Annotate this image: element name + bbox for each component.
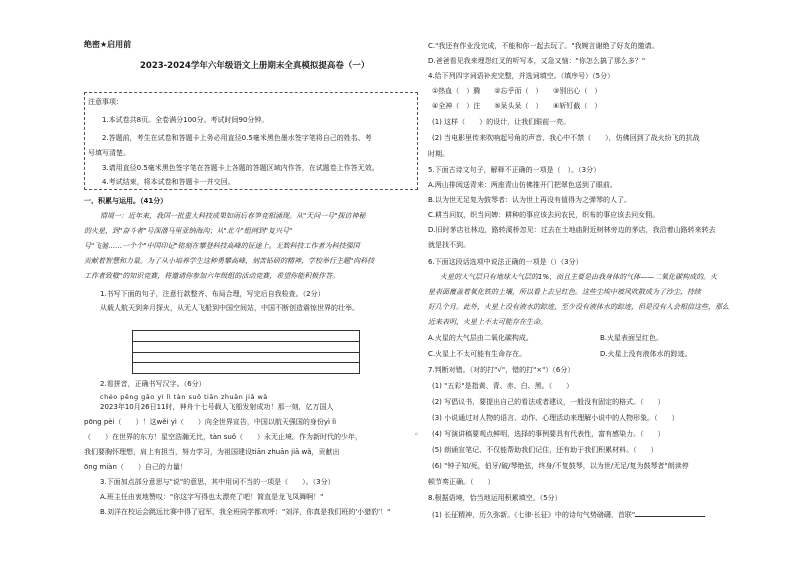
- q1-sentence: 从载人航天到奔月探火，从无人飞船到中国空间站，中国不断创造震惊世界的壮举。: [100, 304, 359, 312]
- q4-fill: (2) 当电影里传来吹响起号角的声音，我心中不禁（ ），仿佛回到了战火纷飞的抗战: [432, 134, 700, 142]
- q4-row: ①热血（ ）腾 ②忘乎而（ ） ③别出心（ ）: [432, 87, 602, 95]
- question-1: 1.书写下面的句子，注意行款整齐、布局合理，写完后自我检查。（2分）: [100, 290, 325, 298]
- notice-heading: 注意事项：: [88, 98, 123, 106]
- q7-item: (5) 朗诵宣笔记、不仅能帮助我们记住，还有助于我们积累材料。（ ）: [432, 446, 658, 454]
- notice-item: 号填写清楚。: [88, 149, 130, 157]
- question-2: 2.看拼音，正确书写汉字。（6分）: [100, 380, 206, 388]
- q2-pinyin: chéo pēng gāo yì lì tàn suǒ tiān zhuān jiā wǎ: [100, 393, 268, 401]
- q5-option-a: A.两山排闼送青来：两座青山仿佛推开门把翠色送到了眼前。: [428, 181, 617, 189]
- q2-line: ōng miàn（ ）自己的力量！: [84, 463, 187, 471]
- q7-item: (6) "钟子知/死，伯牙/破/琴绝弦，终身/不复鼓琴，以为世/无足/复为鼓琴者"朗读停: [432, 462, 689, 470]
- q3-option-a: A.班主任由衷地赞叹："你这字写得也太漂亮了吧！简直是龙飞凤舞啊！": [100, 493, 324, 501]
- q3-option-b: B.刘洋在校运会跳远比赛中得了冠军，我全班同学都欢呼："刘洋，你真是我们班的'小猎豹'！": [100, 508, 391, 516]
- intro-line: 的火星，到"奋斗者"号深潜马里亚纳海沟；从"北斗"组网到"复兴号": [84, 227, 293, 235]
- q6-text: 火星的大气层只有地球大气层的1%，而且主要是由我身体的气体——二氧化碳构成的。火: [440, 273, 718, 281]
- q5-option-b: B.以为世无足复为鼓琴者：认为世上再没有值得为之弹琴的人了。: [428, 196, 632, 204]
- section-heading: 一、积累与运用。（41分）: [84, 197, 168, 205]
- q6-option-c: C.火星上不太可能有生命存在。: [428, 350, 527, 358]
- q6-option-a: A.火星的大气层由二氧化碳构成。: [428, 334, 533, 342]
- q2-line: （ ）在世界的东方！星空浩瀚无比，tàn suǒ（ ）永无止境。作为新时代的少年，: [84, 433, 363, 441]
- q7-item: (4) 写演讲稿要观点鲜明，选择的事例要具有代表性，富有感染力。（ ）: [432, 430, 665, 438]
- secret-label: 绝密★启用前: [84, 40, 132, 49]
- q7-item: (1) "五彩"是指黄、青、赤、白、黑。（ ）: [432, 382, 574, 390]
- q5-option-c: C.耕当问奴，织当问婢：耕种的事应该去问农民，织布的事应该去问女佣。: [428, 211, 660, 219]
- q4-row: ④全神（ ）注 ⑤呆头呆（ ） ⑥斩钉截（ ）: [432, 102, 602, 110]
- notice-item: 1.本试卷共8页。全卷满分100分。考试时间90分钟。: [102, 116, 269, 124]
- q4-fill: (1) 这样（ ）的设计，让我们眼前一亮。: [432, 118, 571, 126]
- question-4: 4.给下列四字词语补充完整，并选词填空。（填序号）（5分）: [428, 72, 615, 80]
- question-3: 3.下面加点部分意思与"说"的意思，其中用词不当的一项是（ ）。（3分）: [100, 478, 335, 486]
- question-6: 6.下面这段话选项中说法正确的一项是（）（3分）: [428, 258, 583, 266]
- q6-option-d: D.火星上没有液体水的踪迹。: [600, 350, 692, 358]
- notice-item: 2.答题前，考生在试卷和答题卡上务必用直径0.5毫米黑色墨水签字笔将自己的姓名、考: [102, 134, 372, 142]
- q4-fill: 时期。: [428, 150, 449, 158]
- intro-line: 贡献着智慧和力量。为了从小培养学生这种勇攀高峰，刻苦钻研的精神，学校举行主题"向科技: [84, 257, 375, 265]
- q5-option-d-cont: 就是找不到。: [428, 241, 470, 249]
- writing-grid[interactable]: [132, 330, 360, 374]
- intro-line: 号"飞驰……一个个"中国印记"铭刻在攀登科技高峰的征途上。无数科技工作者为科技强国: [84, 242, 360, 250]
- q6-text: 好几个月。此外，火星上没有液水的踪迹，至少没有液体水的踪迹，但是没有人会相信这些，那么: [428, 303, 729, 311]
- q2-line: pōng pèi（ ）！这wěi yì（ ）向全世界宣告，中国以航天强国的身份yì lì: [84, 418, 337, 426]
- q7-item: (2) 写倡议书，要提出自己的看法或者建议，一般没有固定的格式。（ ）: [432, 398, 665, 406]
- intro-line: 工作者致敬"的知识竞赛，将邀请你参加六年级组的活动竞赛，希望你能积极作答。: [84, 272, 340, 280]
- q8-item: [432, 510, 705, 519]
- q3-option-d: D.爸爸看见我来埋怨红叉的听写本，又急又恼："你怎么搞了那么多？": [428, 57, 646, 65]
- q3-option-c: C."我还有作业没完成，不能和你一起去玩了。"我婉言谢绝了好友的邀请。: [428, 42, 659, 50]
- question-5: 5.下面古诗文句子，解释不正确的一项是（ ）。（3分）: [428, 166, 601, 174]
- q6-option-b: B.火星表面呈红色。: [600, 334, 664, 342]
- q2-line: 2023年10月26日11时，神舟十七号载人飞船发射成功！那一刻，亿万国人: [100, 403, 334, 411]
- q8-item-text: (1) 长征精神，历久弥新。《七律·长征》中的诗句气势磅礴，首联": [432, 511, 636, 519]
- answer-blank[interactable]: [635, 510, 705, 517]
- q7-item: (3) 小说通过对人物的语言、动作、心理活动来理解小说中的人物形象。（ ）: [432, 414, 679, 422]
- question-7: 7.判断对错。（对的打"√"，错的打"×"）（6分）: [428, 366, 575, 374]
- side-mark: 。: [415, 428, 422, 436]
- q5-option-d: D.旧时茅店社林边，路转溪桥忽见：过去在土地庙附近树林旁边的茅店，我沿着山路转来转去: [428, 226, 716, 234]
- q2-line: 我们要胸怀理想，肩上有担当，努力学习，为祖国建设tiān zhuān jiā wǎ，贡献出: [84, 448, 340, 456]
- q7-item: 顿节奏正确。（ ）: [428, 478, 495, 486]
- question-8: 8.根据语境，恰当地运用积累填空。（5分）: [428, 494, 562, 502]
- intro-line: 情境一：近年来，我国一批重大科技成果如雨后春笋竞相涌现。从"天问一号"探访神秘: [100, 212, 366, 220]
- q6-text: 星表面覆盖着氧化铁的土壤，所以看上去呈红色。这些尘埃中被风吹散成为了沙尘，持续: [428, 288, 701, 296]
- exam-title: 2023-2024学年六年级语文上册期末全真模拟提高卷（一）: [140, 61, 370, 71]
- notice-item: 4.考试结束，将本试卷和答题卡一并交回。: [102, 178, 235, 186]
- notice-item: 3.请用直径0.5毫米黑色签字笔在答题卡上各题的答题区域内作答，在试题卷上作答无效。: [102, 164, 379, 172]
- q6-text: 近来表明，火星上不太可能存在生命。: [428, 318, 547, 326]
